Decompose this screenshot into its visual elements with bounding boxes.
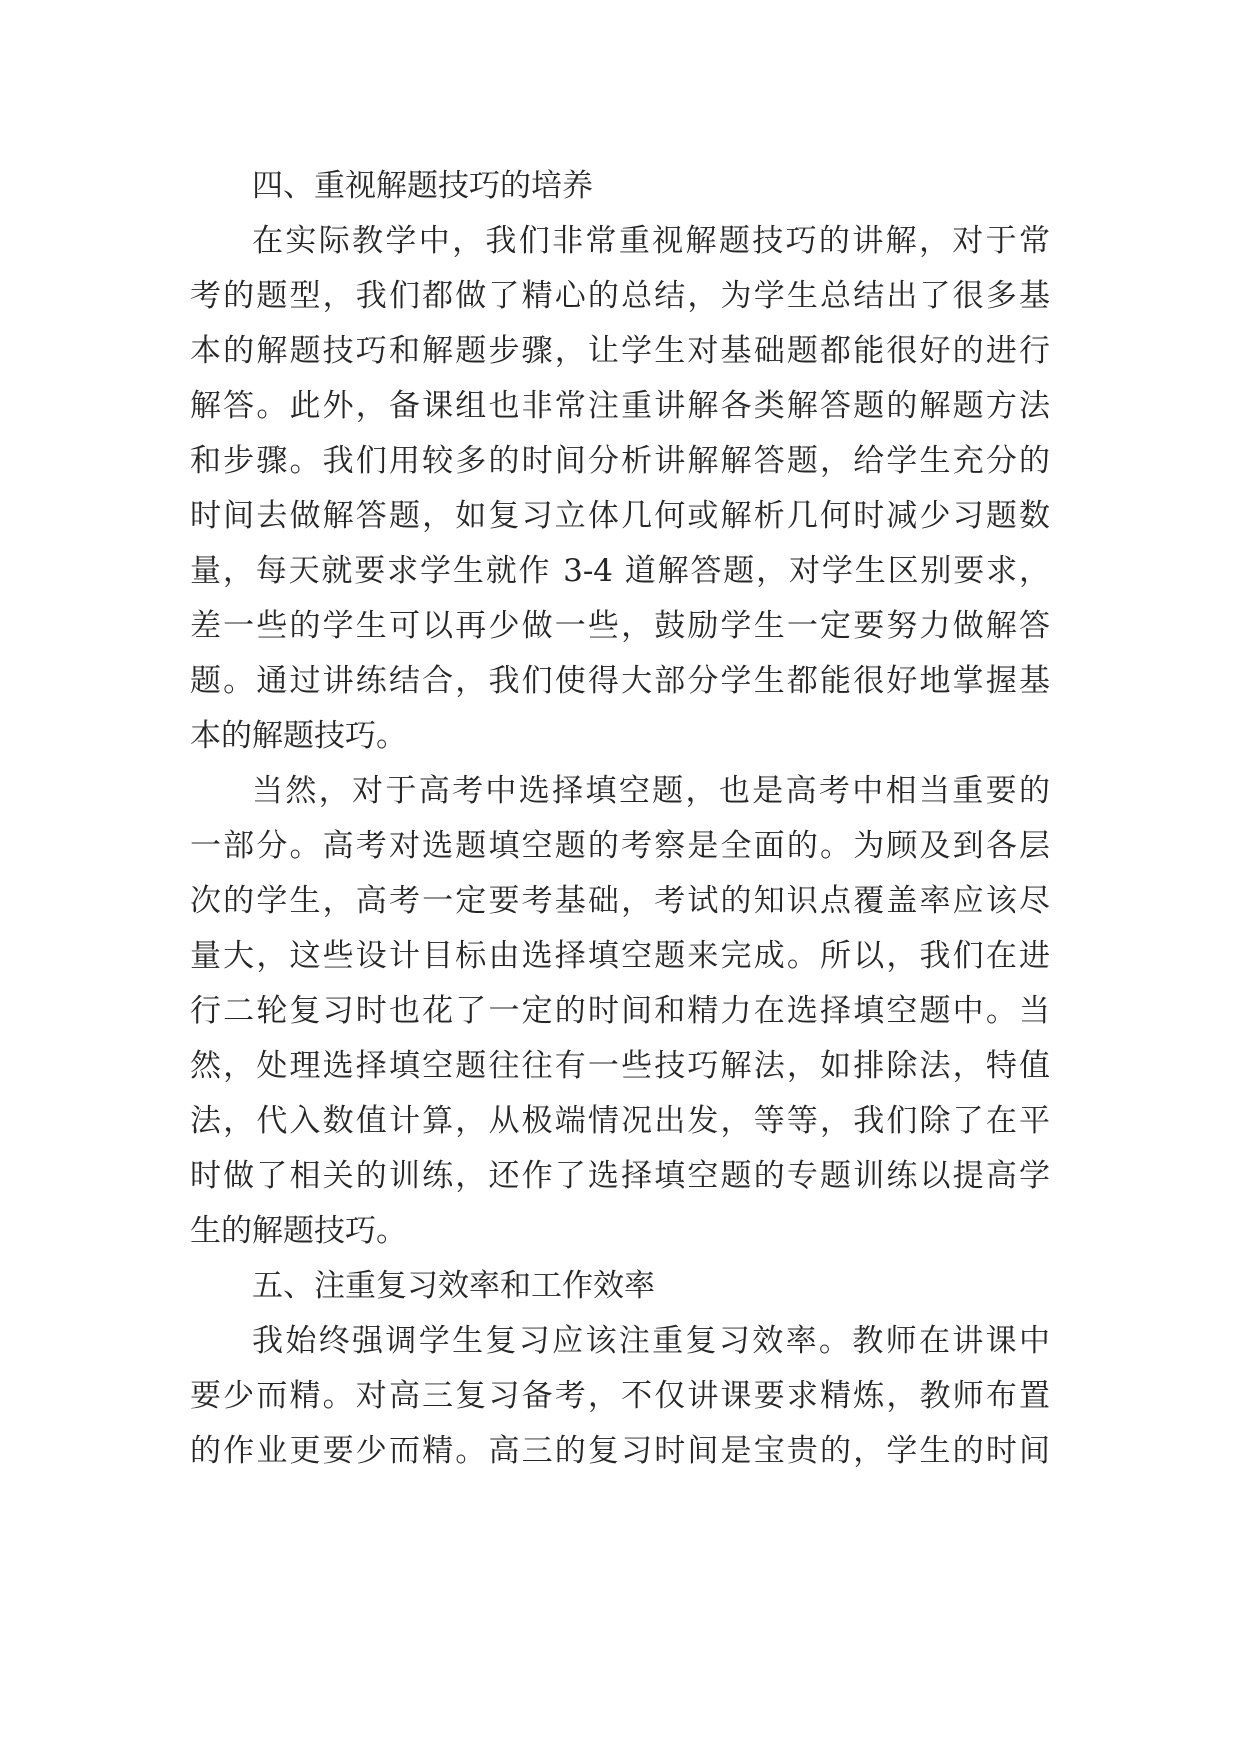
text-line: 法，代入数值计算，从极端情况出发，等等，我们除了在平 — [190, 1103, 1050, 1139]
text-line: 解答。此外，备课组也非常注重讲解各类解答题的解题方法 — [190, 388, 1050, 424]
text-line: 量大，这些设计目标由选择填空题来完成。所以，我们在进 — [190, 938, 1050, 974]
text-line: 本的解题技巧和解题步骤，让学生对基础题都能很好的进行 — [190, 333, 1050, 369]
text-line: 次的学生，高考一定要考基础，考试的知识点覆盖率应该尽 — [190, 883, 1050, 919]
text-line: 一部分。高考对选题填空题的考察是全面的。为顾及到各层 — [190, 828, 1050, 864]
text-line: 然，处理选择填空题往往有一些技巧解法，如排除法，特值 — [190, 1048, 1050, 1084]
text-line: 在实际教学中，我们非常重视解题技巧的讲解，对于常 — [252, 223, 1050, 259]
text-line: 差一些的学生可以再少做一些，鼓励学生一定要努力做解答 — [190, 608, 1050, 644]
text-line: 要少而精。对高三复习备考，不仅讲课要求精炼，教师布置 — [190, 1378, 1050, 1414]
text-line: 题。通过讲练结合，我们使得大部分学生都能很好地掌握基 — [190, 663, 1050, 699]
text-line: 考的题型，我们都做了精心的总结，为学生总结出了很多基 — [190, 278, 1050, 314]
section-heading-5: 五、注重复习效率和工作效率 — [252, 1268, 655, 1304]
text-line: 时做了相关的训练，还作了选择填空题的专题训练以提高学 — [190, 1158, 1050, 1194]
text-line: 和步骤。我们用较多的时间分析讲解解答题，给学生充分的 — [190, 443, 1050, 479]
text-line: 我始终强调学生复习应该注重复习效率。教师在讲课中 — [252, 1323, 1050, 1359]
text-line: 当然，对于高考中选择填空题，也是高考中相当重要的 — [252, 773, 1050, 809]
text-line: 的作业更要少而精。高三的复习时间是宝贵的，学生的时间 — [190, 1433, 1050, 1469]
text-line: 量，每天就要求学生就作 3-4 道解答题，对学生区别要求， — [190, 553, 1050, 589]
text-line: 时间去做解答题，如复习立体几何或解析几何时减少习题数 — [190, 498, 1050, 534]
text-line: 本的解题技巧。 — [190, 718, 407, 754]
section-heading-4: 四、重视解题技巧的培养 — [252, 168, 593, 204]
text-line: 行二轮复习时也花了一定的时间和精力在选择填空题中。当 — [190, 993, 1050, 1029]
text-line: 生的解题技巧。 — [190, 1213, 407, 1249]
